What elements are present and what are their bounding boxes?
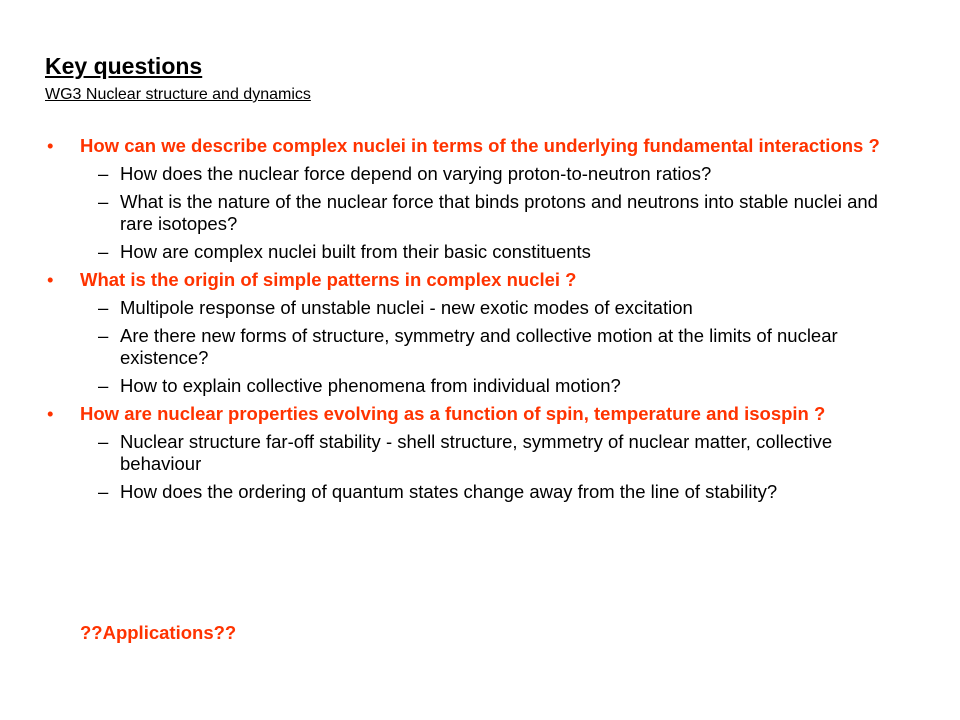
bullet-icon: •: [47, 403, 54, 424]
dash-icon: –: [98, 191, 109, 212]
subpoint-1-3-text: How are complex nuclei built from their basic constituents: [120, 241, 591, 262]
subpoint-2-1-text: Multipole response of unstable nuclei - new exotic modes of excitation: [120, 297, 693, 318]
subpoint-1-2-text: What is the nature of the nuclear force that binds protons and neutrons into stable nuclei and rare isotopes?: [120, 191, 878, 234]
dash-icon: –: [98, 481, 109, 502]
subpoint-1-2: [45, 191, 915, 235]
dash-icon: –: [98, 325, 109, 346]
question-list: [45, 135, 915, 503]
slide-subtitle: WG3 Nuclear structure and dynamics: [45, 86, 311, 103]
question-2-text: What is the origin of simple patterns in complex nuclei ?: [80, 269, 577, 290]
subpoint-1-1-text: How does the nuclear force depend on varying proton-to-neutron ratios?: [120, 163, 712, 184]
dash-icon: –: [98, 297, 109, 318]
subpoint-3-2-text: How does the ordering of quantum states change away from the line of stability?: [120, 481, 778, 502]
slide-title: Key questions: [45, 53, 203, 79]
dash-icon: –: [98, 375, 109, 396]
question-2: [45, 269, 915, 291]
bullet-icon: •: [47, 269, 54, 290]
subpoint-3-1: [45, 431, 915, 475]
subpoint-2-3: [45, 375, 915, 397]
bullet-icon: •: [47, 135, 54, 156]
subpoint-1-1: [45, 163, 915, 185]
question-3-text: How are nuclear properties evolving as a function of spin, temperature and isospin ?: [80, 403, 826, 424]
dash-icon: –: [98, 241, 109, 262]
subpoint-2-1: [45, 297, 915, 319]
subpoint-3-2: [45, 481, 915, 503]
question-1-text: How can we describe complex nuclei in terms of the underlying fundamental interactions ?: [80, 135, 880, 156]
subpoint-2-2: [45, 325, 915, 369]
subpoint-2-3-text: How to explain collective phenomena from individual motion?: [120, 375, 621, 396]
applications-note: ??Applications??: [80, 622, 237, 643]
dash-icon: –: [98, 163, 109, 184]
subpoint-1-3: [45, 241, 915, 263]
question-3: [45, 403, 915, 425]
question-1: [45, 135, 915, 157]
dash-icon: –: [98, 431, 109, 452]
subpoint-2-2-text: Are there new forms of structure, symmetry and collective motion at the limits of nuclear existence?: [120, 325, 838, 368]
subpoint-3-1-text: Nuclear structure far-off stability - shell structure, symmetry of nuclear matter, collective behaviour: [120, 431, 833, 474]
